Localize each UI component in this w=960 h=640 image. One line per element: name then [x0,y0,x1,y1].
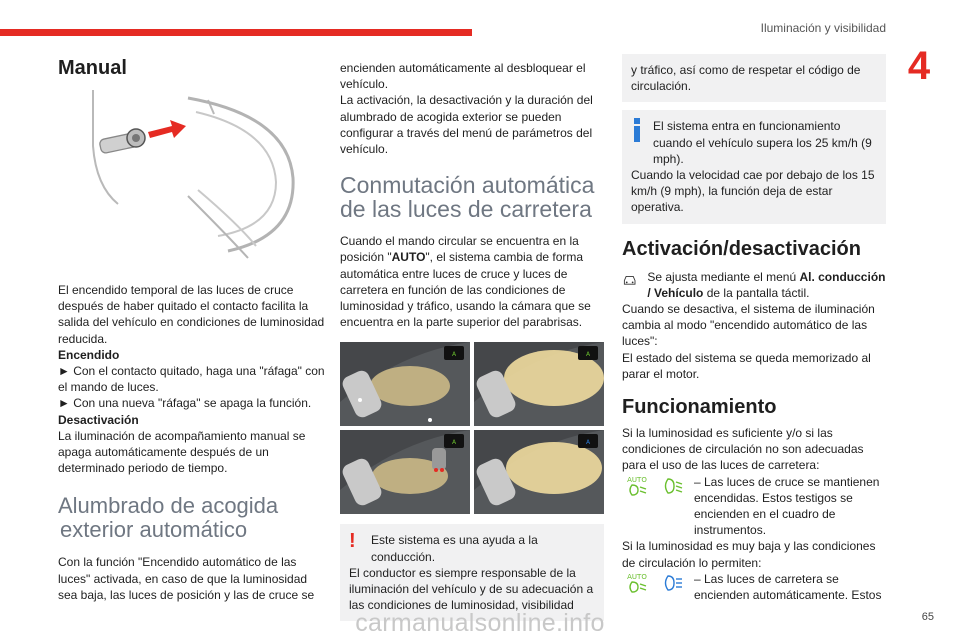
svg-text:A: A [451,351,457,359]
info-row [631,118,877,167]
scene-photo-1 [340,342,470,426]
chapter-number: 4 [907,44,931,88]
heading-conmutacion [340,173,604,221]
auto-lamp-indicator-icon [622,571,652,595]
acogida-text: Con la función "Encendido automático de las luces" activada, en caso de que la luminosidad sea baja, las luces de posición y las de cruce se [58,555,315,602]
scene-photo-2 [474,342,604,426]
encendido-label: Encendido [58,347,120,362]
car-icon [622,269,637,291]
column-3 [622,54,886,603]
menu-path: Al. conducción / Vehículo [647,269,886,300]
svg-text:A: A [585,439,591,447]
funcionamiento-text: Si la luminosidad es suficiente y/o si las condiciones de circulación no son adecuadas para el uso de las luces de carretera: [622,426,864,473]
heading-line: Conmutación automática [340,172,595,199]
memoria-text: El estado del sistema se queda memorizado al parar el motor. [622,350,871,381]
menu-text [647,269,886,301]
warning-text-2: El conductor es siempre responsable de la iluminación del vehículo y de su adecuación a las condiciones de luminosidad, visibilidad [349,565,594,613]
heading-line: exterior automático [60,517,248,543]
header-red-bar [0,29,472,36]
continued-text: encienden automáticamente al desbloquear el vehículo. [340,61,586,92]
item-low-beam: – Las luces de cruce se mantienen encendidas. Estos testigos se encienden en el cuadro de instrumentos. [694,474,880,538]
indicator-group [622,571,684,595]
info-text-1: El sistema entra en funcionamiento cuando el vehículo supera los 25 km/h (9 mph). [653,119,872,166]
item-high-beam: – Las luces de carretera se encienden automáticamente. Estos [694,571,882,603]
text-part: de la pantalla táctil. [703,285,810,300]
page-number: 65 [921,611,934,623]
text-part: Se ajusta mediante el menú [647,269,800,284]
indicator-group [622,474,684,498]
auto-label: AUTO [627,572,647,581]
headlight-stalk-illustration [58,86,318,266]
auto-lamp-indicator-icon [622,474,652,498]
high-beam-icon [660,571,684,595]
heading-alumbrado-acogida [58,494,326,542]
scene-photo-3 [340,430,470,514]
heading-line: Alumbrado de acogida [58,493,279,519]
warning-row [349,532,595,564]
encendido-step: ► Con el contacto quitado, haga una "ráfaga" con el mando de luces. [58,364,325,395]
heading-activacion: Activación/desactivación [622,237,861,260]
info-box [622,110,886,223]
info-icon [631,118,653,167]
activation-text: La activación, la desactivación y la duración del alumbrado de acogida exterior se pueden configurar a través del menú de parámetros del vehículo. [340,93,593,157]
svg-text:A: A [585,351,591,359]
auto-label: AUTO [627,475,647,484]
conmutacion-text [340,233,604,330]
desactivacion-text: Cuando se desactiva, el sistema de iluminación cambia al modo "encendido automático de las luces": [622,302,875,349]
info-text-2: Cuando la velocidad cae por debajo de los 15 km/h (9 mph), la función deja de estar operativa. [631,168,875,215]
heading-line: de las luces de carretera [340,196,592,223]
section-title: Iluminación y visibilidad [760,21,886,35]
low-beam-icon [660,474,684,498]
column-1 [58,54,326,603]
desactivacion-label: Desactivación [58,412,139,427]
watermark: carmanualsonline.info [355,609,605,637]
warning-box [340,524,604,621]
column-2 [340,54,604,621]
svg-text:A: A [451,439,457,447]
auto-beam-photo-grid [340,342,604,514]
text-part: Cuando el mando circular se encuentra en la posición " [340,234,579,265]
warning-box-continued [622,54,886,102]
funcionamiento-text-2: Si la luminosidad es muy baja y las condiciones de circulación lo permiten: [622,539,876,570]
auto-keyword: AUTO [391,250,426,265]
high-beam-row [622,571,886,603]
warning-text-1: Este sistema es una ayuda a la conducción. [371,533,538,564]
heading-funcionamiento: Funcionamiento [622,396,777,419]
desactivacion-text: La iluminación de acompañamiento manual se apaga automáticamente después de un determinado periodo de tiempo. [58,428,306,476]
heading-manual: Manual [58,57,127,79]
warning-exclamation-icon: ! [349,530,356,553]
menu-row [622,269,886,301]
low-beam-row [622,474,886,539]
scene-photo-4 [474,430,604,514]
intro-text: El encendido temporal de las luces de cruce después de haber quitado el contacto facilita la salida del vehículo en condiciones de luminosidad reducida. [58,283,325,346]
warning-continued-text: y tráfico, así como de respetar el código de circulación. [631,63,861,94]
apagado-step: ► Con una nueva "ráfaga" se apaga la función. [58,396,312,411]
text-part: ", el sistema cambia de forma automática entre luces de cruce y luces de carretera en función de las condiciones de luminosidad y tráfico, usando la cámara que se encuentra en la parte superior del parabrisas. [340,250,591,330]
